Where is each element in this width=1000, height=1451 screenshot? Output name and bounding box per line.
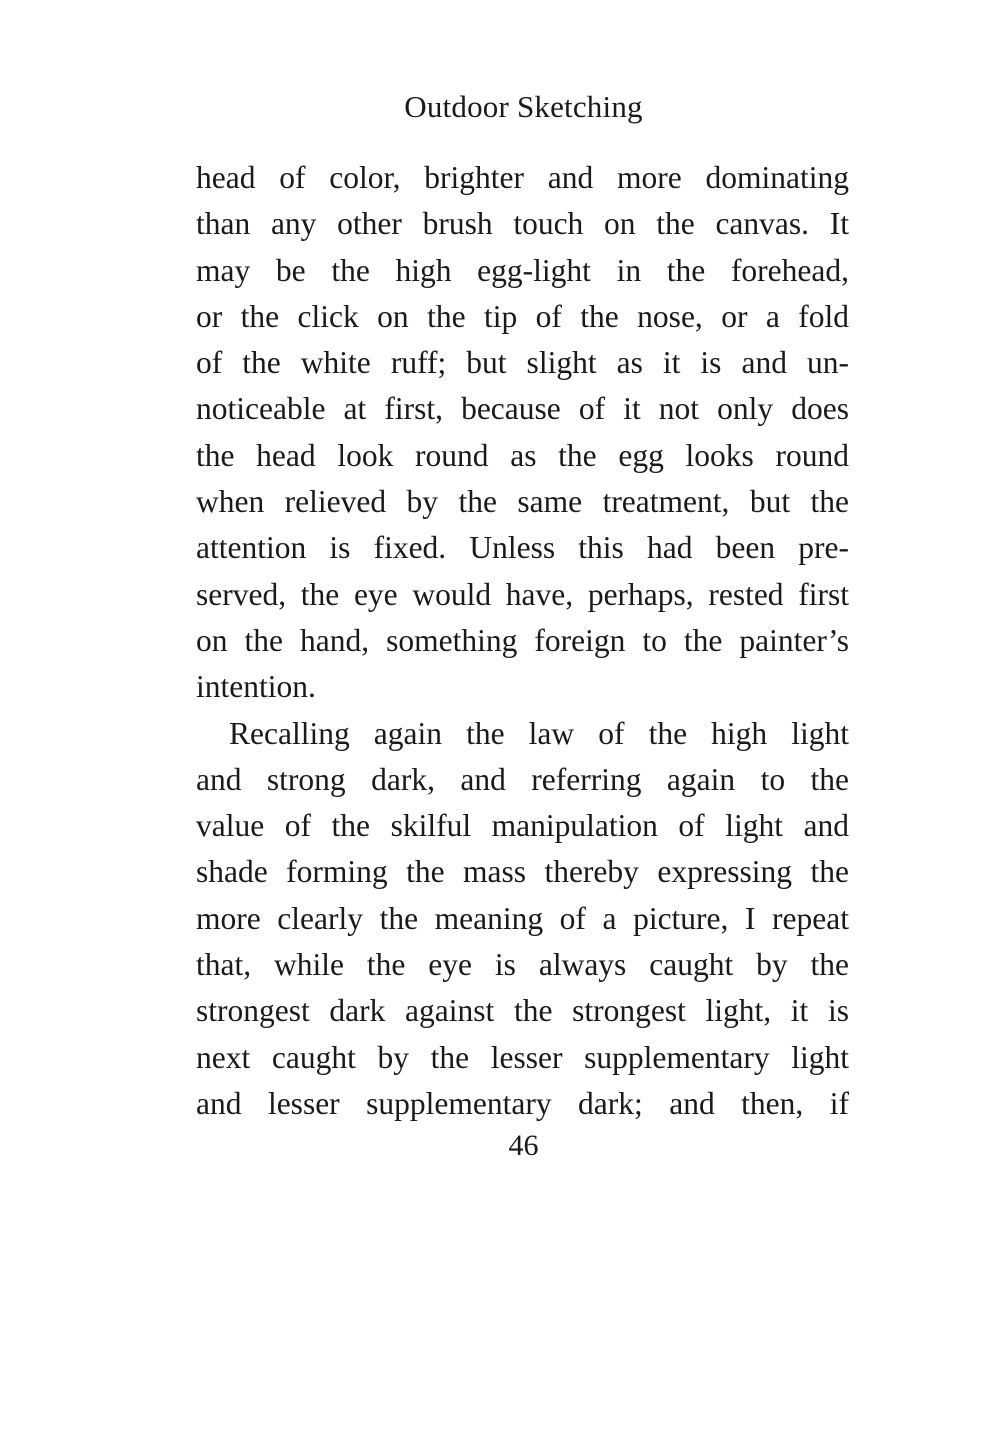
text-line: more clearly the meaning of a picture, I repeat [196,900,849,936]
page-number: 46 [508,1129,539,1162]
text-line: served, the eye would have, perhaps, rested first [196,576,849,612]
text-line: shade forming the mass thereby expressing the [196,854,849,890]
paragraph-2 [196,711,849,1128]
body-text [196,155,849,1127]
text-line: and strong dark, and referring again to the [196,761,849,797]
text-line: of the white ruff; but slight as it is and un- [196,345,849,381]
text-line: and lesser supplementary dark; and then, if [196,1085,849,1121]
text-line: strongest dark against the strongest light, it is [196,993,849,1029]
text-line: next caught by the lesser supplementary light [196,1039,849,1075]
text-line: may be the high egg-light in the forehead, [196,252,849,288]
text-line: than any other brush touch on the canvas. It [196,206,849,242]
text-line: intention. [196,669,316,705]
text-line: attention is fixed. Unless this had been pre- [196,530,849,566]
text-line: when relieved by the same treatment, but the [196,484,849,520]
text-line: noticeable at first, because of it not only does [196,391,849,427]
text-line: or the click on the tip of the nose, or a fold [196,298,849,334]
text-line: value of the skilful manipulation of light and [196,808,849,844]
text-line: Recalling again the law of the high light [229,715,849,751]
paragraph-1 [196,155,849,711]
text-line: head of color, brighter and more dominating [196,160,849,195]
running-head: Outdoor Sketching [404,89,643,124]
text-line: on the hand, something foreign to the painter’s [196,622,849,658]
text-line: the head look round as the egg looks round [196,437,849,473]
text-line: that, while the eye is always caught by the [196,947,849,983]
